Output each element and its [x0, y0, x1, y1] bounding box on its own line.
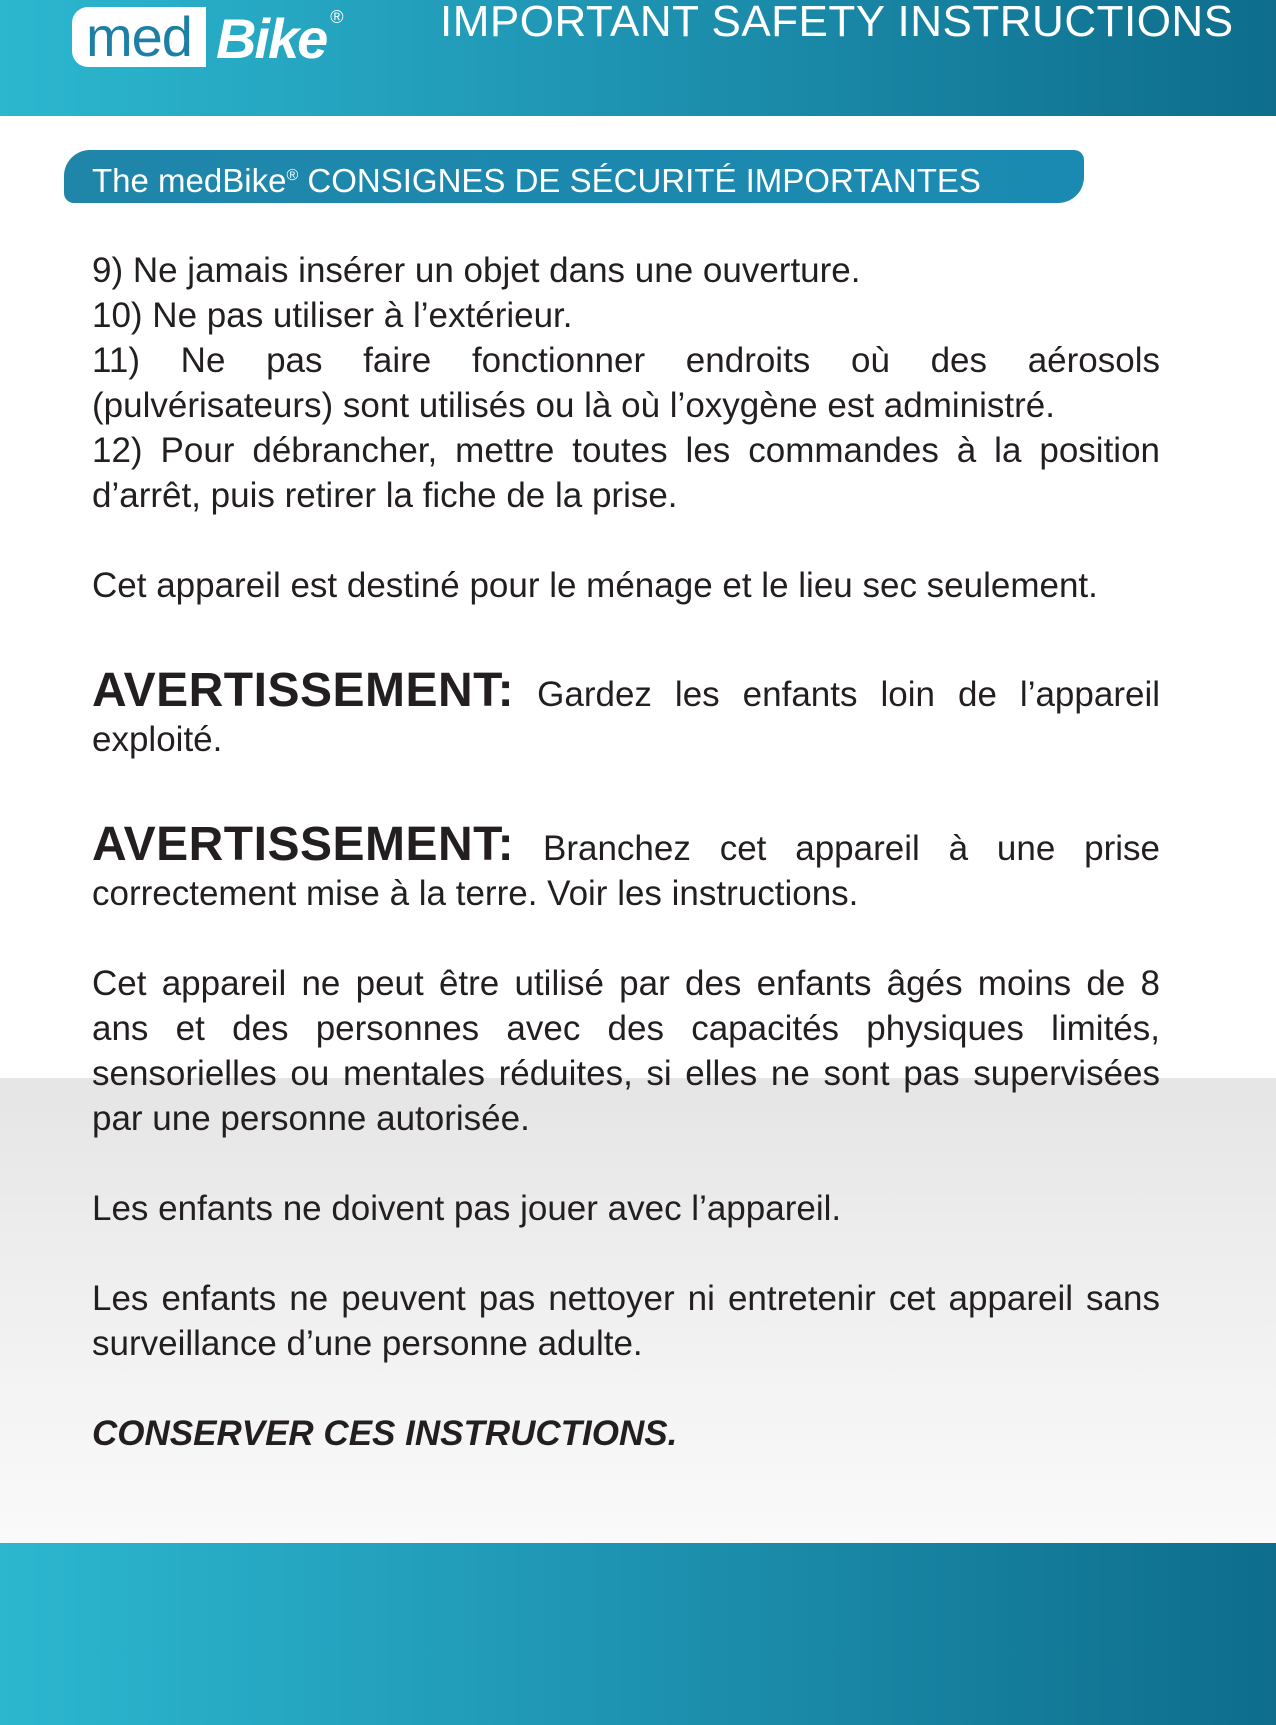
- header-title: IMPORTANT SAFETY INSTRUCTIONS: [440, 0, 1234, 46]
- instruction-item-10: 10) Ne pas utiliser à l’extérieur.: [92, 296, 573, 335]
- warning-grounding: [92, 818, 1160, 916]
- warning-label: AVERTISSEMENT:: [92, 664, 515, 717]
- subtitle-heading: CONSIGNES DE SÉCURITÉ IMPORTANTES: [298, 162, 981, 199]
- subtitle-text: [92, 150, 981, 203]
- instruction-item-9: 9) Ne jamais insérer un objet dans une ouverture.: [92, 251, 861, 290]
- subtitle-prefix: The medBike: [92, 162, 287, 199]
- warning-text: Branchez cet appareil à une prise correctement mise à la terre. Voir les instructions.: [92, 829, 1160, 913]
- logo-med-text: med: [72, 7, 206, 67]
- paragraph-supervision: Cet appareil ne peut être utilisé par des enfants âgés moins de 8 ans et des personnes avec des capacités physiques limités, sensorielles ou mentales réduites, si elles ne sont pas supervisées par une personne autorisée.: [92, 964, 1160, 1138]
- household-note: Cet appareil est destiné pour le ménage et le lieu sec seulement.: [92, 566, 1098, 605]
- subtitle-registered-mark: ®: [286, 167, 299, 184]
- footer-banner: [0, 1543, 1276, 1725]
- logo-registered-mark: ®: [330, 6, 344, 27]
- warning-children: [92, 664, 1160, 762]
- instruction-item-11: 11) Ne pas faire fonctionner endroits où des aérosols (pulvérisateurs) sont utilisés ou là où l’oxygène est administré.: [92, 341, 1160, 425]
- logo-bike-text: Bike: [215, 7, 327, 70]
- warning-label: AVERTISSEMENT:: [92, 818, 515, 871]
- paragraph-cleaning: Les enfants ne peuvent pas nettoyer ni entretenir cet appareil sans surveillance d’une personne adulte.: [92, 1279, 1160, 1363]
- medbike-logo: [72, 6, 344, 68]
- header-banner: [0, 0, 1276, 116]
- warning-text: Gardez les enfants loin de l’appareil exploité.: [92, 675, 1160, 759]
- keep-instructions: CONSERVER CES INSTRUCTIONS.: [92, 1414, 678, 1453]
- subtitle-bar: [64, 150, 1084, 203]
- instructions-body: [92, 248, 1160, 1456]
- instruction-item-12: 12) Pour débrancher, mettre toutes les commandes à la position d’arrêt, puis retirer la fiche de la prise.: [92, 431, 1160, 515]
- paragraph-no-play: Les enfants ne doivent pas jouer avec l’appareil.: [92, 1189, 842, 1228]
